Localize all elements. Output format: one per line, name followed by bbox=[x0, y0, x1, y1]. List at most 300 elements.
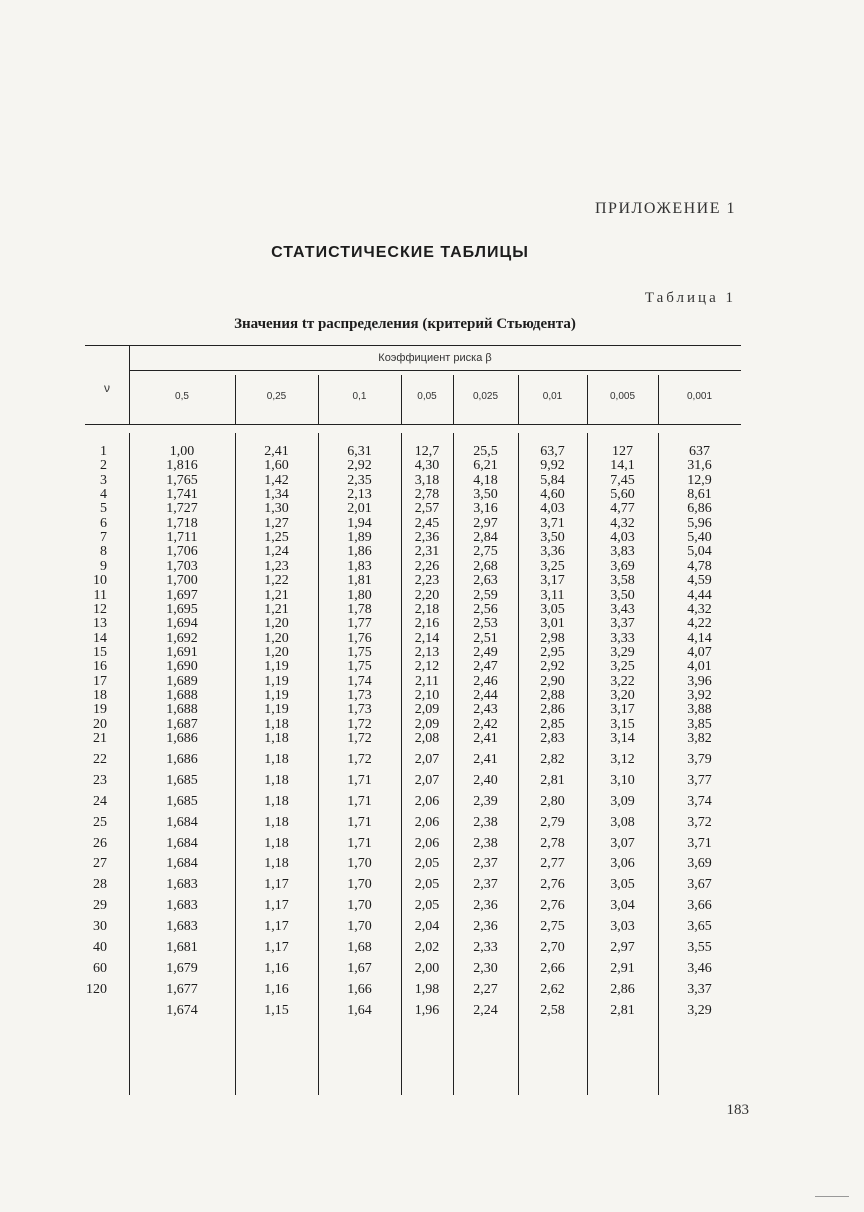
degrees-of-freedom-cell: 2 bbox=[100, 458, 107, 474]
degrees-of-freedom-cell: 15 bbox=[93, 644, 107, 660]
value-cell: 4,32 bbox=[610, 515, 635, 531]
degrees-of-freedom-cell: 3 bbox=[100, 472, 107, 488]
value-cell: 2,68 bbox=[473, 558, 498, 574]
value-cell: 3,37 bbox=[687, 981, 712, 997]
value-cell: 2,37 bbox=[473, 856, 498, 872]
degrees-of-freedom-cell: 1 bbox=[100, 444, 107, 459]
value-cell: 1,18 bbox=[264, 835, 289, 851]
value-cell: 1,677 bbox=[166, 981, 198, 997]
value-cell: 1,75 bbox=[347, 644, 372, 660]
value-cell: 2,38 bbox=[473, 814, 498, 830]
value-cell: 1,81 bbox=[347, 573, 372, 589]
value-cell: 4,44 bbox=[687, 587, 712, 603]
value-cell: 2,75 bbox=[540, 919, 565, 935]
appendix-heading: ПРИЛОЖЕНИЕ 1 bbox=[594, 200, 736, 217]
value-cell: 1,22 bbox=[264, 573, 289, 589]
value-cell: 7,45 bbox=[610, 472, 635, 488]
value-cell: 1,71 bbox=[347, 772, 372, 788]
value-cell: 1,683 bbox=[166, 898, 198, 914]
value-cell: 2,20 bbox=[414, 587, 440, 603]
value-cell: 1,21 bbox=[264, 601, 289, 617]
value-cell: 2,62 bbox=[540, 981, 565, 997]
value-cell: 2,16 bbox=[414, 616, 440, 632]
degrees-of-freedom-cell: 18 bbox=[93, 687, 107, 703]
value-cell: 3,09 bbox=[610, 793, 635, 809]
value-cell: 1,17 bbox=[264, 940, 289, 955]
value-cell: 2,42 bbox=[473, 716, 498, 732]
group-header-rule bbox=[129, 370, 741, 371]
value-cell: 1,674 bbox=[166, 1002, 198, 1018]
value-cell: 1,687 bbox=[166, 716, 198, 732]
nu-header: ν bbox=[104, 381, 110, 395]
value-cell: 3,66 bbox=[687, 898, 712, 914]
value-cell: 3,96 bbox=[687, 673, 712, 689]
value-cell: 6,31 bbox=[347, 444, 372, 459]
value-cell: 4,78 bbox=[687, 558, 712, 574]
beta-column-header: 0,001 bbox=[686, 391, 713, 402]
value-cell: 3,36 bbox=[540, 544, 565, 560]
value-cell: 1,86 bbox=[347, 544, 372, 560]
value-cell: 1,96 bbox=[414, 1002, 440, 1018]
beta-column-header: 0,025 bbox=[472, 391, 499, 402]
value-cell: 2,33 bbox=[473, 940, 498, 955]
value-cell: 3,71 bbox=[540, 515, 565, 531]
value-cell: 3,15 bbox=[610, 716, 635, 732]
value-cell: 2,04 bbox=[414, 919, 440, 935]
value-cell: 2,77 bbox=[540, 856, 565, 872]
value-cell: 5,84 bbox=[540, 472, 565, 488]
value-cell: 1,94 bbox=[347, 515, 372, 531]
value-cell: 1,71 bbox=[347, 814, 372, 830]
value-cell: 3,18 bbox=[414, 472, 440, 488]
value-cell: 2,51 bbox=[473, 630, 498, 646]
value-cell: 3,71 bbox=[687, 835, 712, 851]
value-cell: 3,50 bbox=[540, 530, 565, 546]
value-cell: 3,46 bbox=[687, 960, 712, 976]
degrees-of-freedom-cell: 22 bbox=[93, 751, 107, 767]
value-cell: 3,67 bbox=[687, 877, 712, 893]
value-cell: 2,12 bbox=[414, 659, 440, 675]
value-cell: 1,80 bbox=[347, 587, 372, 603]
degrees-of-freedom-cell: 7 bbox=[100, 530, 107, 546]
value-cell: 1,17 bbox=[264, 919, 289, 935]
value-cell: 2,58 bbox=[540, 1002, 565, 1018]
degrees-of-freedom-cell: 17 bbox=[93, 673, 107, 689]
value-cell: 3,83 bbox=[610, 544, 635, 560]
value-cell: 3,05 bbox=[540, 601, 565, 617]
value-cell: 4,03 bbox=[610, 530, 635, 546]
value-cell: 1,685 bbox=[166, 793, 198, 809]
value-cell: 1,23 bbox=[264, 558, 289, 574]
value-cell: 3,79 bbox=[687, 751, 712, 767]
value-cell: 2,24 bbox=[473, 1002, 498, 1018]
value-cell: 2,57 bbox=[414, 501, 440, 517]
value-cell: 2,46 bbox=[473, 673, 498, 689]
value-cell: 4,01 bbox=[687, 659, 712, 675]
value-cell: 1,70 bbox=[347, 898, 372, 914]
value-cell: 3,17 bbox=[540, 573, 565, 589]
value-cell: 31,6 bbox=[687, 458, 712, 474]
value-cell: 3,06 bbox=[610, 856, 635, 872]
value-cell: 2,39 bbox=[473, 793, 498, 809]
value-cell: 3,25 bbox=[610, 659, 635, 675]
value-cell: 3,69 bbox=[610, 558, 635, 574]
risk-coefficient-header: Коэффициент риска β bbox=[378, 352, 492, 364]
value-cell: 2,47 bbox=[473, 659, 498, 675]
value-cell: 3,77 bbox=[687, 772, 712, 788]
beta-column-header: 0,05 bbox=[417, 391, 437, 402]
value-cell: 3,14 bbox=[610, 731, 635, 746]
value-cell: 2,95 bbox=[540, 644, 565, 660]
value-cell: 2,07 bbox=[414, 772, 440, 788]
value-cell: 1,18 bbox=[264, 793, 289, 809]
value-cell: 2,63 bbox=[473, 573, 498, 589]
value-cell: 3,50 bbox=[473, 487, 498, 503]
value-cell: 1,25 bbox=[264, 530, 289, 546]
value-cell: 3,10 bbox=[610, 772, 635, 788]
value-cell: 2,11 bbox=[415, 673, 439, 689]
value-cell: 1,706 bbox=[166, 544, 198, 560]
degrees-of-freedom-cell: 120 bbox=[86, 981, 107, 997]
value-cell: 1,688 bbox=[166, 687, 198, 703]
value-cell: 2,30 bbox=[473, 960, 498, 976]
degrees-of-freedom-cell: 28 bbox=[93, 877, 107, 893]
value-cell: 1,683 bbox=[166, 877, 198, 893]
value-cell: 3,17 bbox=[610, 702, 635, 718]
value-cell: 1,19 bbox=[264, 673, 289, 689]
degrees-of-freedom-cell: 26 bbox=[93, 835, 107, 851]
value-cell: 1,685 bbox=[166, 772, 198, 788]
value-cell: 3,29 bbox=[687, 1002, 712, 1018]
value-cell: 1,60 bbox=[264, 458, 289, 474]
value-cell: 1,19 bbox=[264, 659, 289, 675]
value-cell: 1,18 bbox=[264, 731, 289, 746]
value-cell: 2,76 bbox=[540, 898, 565, 914]
value-cell: 2,56 bbox=[473, 601, 498, 617]
value-cell: 1,16 bbox=[264, 960, 289, 976]
value-cell: 1,20 bbox=[264, 616, 289, 632]
degrees-of-freedom-cell: 40 bbox=[93, 940, 107, 955]
value-cell: 2,05 bbox=[414, 856, 440, 872]
value-cell: 1,681 bbox=[166, 940, 198, 955]
value-cell: 1,70 bbox=[347, 856, 372, 872]
header-bottom-rule bbox=[85, 424, 741, 425]
value-cell: 2,41 bbox=[473, 751, 498, 767]
value-cell: 2,43 bbox=[473, 702, 498, 718]
value-cell: 3,65 bbox=[687, 919, 712, 935]
value-cell: 1,30 bbox=[264, 501, 289, 517]
value-cell: 2,82 bbox=[540, 751, 565, 767]
value-cell: 25,5 bbox=[473, 444, 498, 459]
beta-column-header: 0,005 bbox=[609, 391, 636, 402]
value-cell: 1,703 bbox=[166, 558, 198, 574]
value-cell: 3,29 bbox=[610, 644, 635, 660]
value-cell: 3,20 bbox=[610, 687, 635, 703]
value-cell: 2,40 bbox=[473, 772, 498, 788]
value-cell: 1,688 bbox=[166, 702, 198, 718]
value-cell: 2,36 bbox=[473, 919, 498, 935]
degrees-of-freedom-cell: 9 bbox=[100, 558, 107, 574]
page-title: СТАТИСТИЧЕСКИЕ ТАБЛИЦЫ bbox=[271, 244, 529, 261]
value-cell: 1,683 bbox=[166, 919, 198, 935]
student-t-table bbox=[85, 345, 741, 1095]
value-cell: 2,06 bbox=[414, 814, 440, 830]
value-cell: 1,18 bbox=[264, 814, 289, 830]
value-cell: 12,7 bbox=[414, 444, 440, 459]
value-cell: 2,85 bbox=[540, 716, 565, 732]
value-cell: 3,22 bbox=[610, 673, 635, 689]
value-cell: 2,78 bbox=[414, 487, 440, 503]
value-cell: 1,816 bbox=[166, 458, 198, 474]
value-cell: 1,18 bbox=[264, 856, 289, 872]
value-cell: 1,77 bbox=[347, 616, 372, 632]
value-cell: 2,13 bbox=[347, 487, 372, 503]
value-cell: 3,01 bbox=[540, 616, 565, 632]
value-cell: 1,718 bbox=[166, 515, 198, 531]
value-cell: 1,695 bbox=[166, 601, 198, 617]
value-cell: 1,19 bbox=[264, 687, 289, 703]
value-cell: 1,27 bbox=[264, 515, 289, 531]
degrees-of-freedom-cell: 14 bbox=[93, 630, 107, 646]
value-cell: 2,14 bbox=[414, 630, 440, 646]
value-cell: 1,71 bbox=[347, 793, 372, 809]
value-cell: 1,700 bbox=[166, 573, 198, 589]
page-number: 183 bbox=[726, 1102, 749, 1118]
value-cell: 1,18 bbox=[264, 751, 289, 767]
beta-column-header: 0,1 bbox=[352, 391, 367, 402]
value-cell: 2,70 bbox=[540, 940, 565, 955]
value-cell: 2,86 bbox=[540, 702, 565, 718]
value-cell: 2,81 bbox=[610, 1002, 635, 1018]
value-cell: 9,92 bbox=[540, 458, 565, 474]
value-cell: 1,71 bbox=[347, 835, 372, 851]
value-cell: 4,03 bbox=[540, 501, 565, 517]
value-cell: 2,13 bbox=[414, 644, 440, 660]
value-cell: 2,41 bbox=[473, 731, 498, 746]
value-cell: 3,11 bbox=[540, 587, 565, 603]
value-cell: 2,91 bbox=[610, 960, 635, 976]
degrees-of-freedom-cell: 27 bbox=[93, 856, 107, 872]
value-cell: 3,43 bbox=[610, 601, 635, 617]
value-cell: 1,83 bbox=[347, 558, 372, 574]
value-cell: 2,41 bbox=[264, 444, 289, 459]
value-cell: 1,73 bbox=[347, 687, 372, 703]
value-cell: 2,75 bbox=[473, 544, 498, 560]
value-cell: 1,765 bbox=[166, 472, 198, 488]
value-cell: 3,08 bbox=[610, 814, 635, 830]
value-cell: 1,17 bbox=[264, 898, 289, 914]
value-cell: 1,67 bbox=[347, 960, 372, 976]
value-cell: 1,741 bbox=[166, 487, 198, 503]
value-cell: 3,58 bbox=[610, 573, 635, 589]
degrees-of-freedom-cell: 5 bbox=[100, 501, 107, 517]
value-cell: 2,90 bbox=[540, 673, 565, 689]
value-cell: 3,04 bbox=[610, 898, 635, 914]
value-cell: 5,04 bbox=[687, 544, 712, 560]
value-cell: 3,88 bbox=[687, 702, 712, 718]
value-cell: 2,05 bbox=[414, 877, 440, 893]
value-cell: 2,92 bbox=[347, 458, 372, 474]
value-cell: 1,00 bbox=[169, 444, 195, 459]
value-cell: 4,59 bbox=[687, 573, 712, 589]
value-cell: 2,36 bbox=[473, 898, 498, 914]
value-cell: 1,686 bbox=[166, 731, 198, 746]
table-top-rule bbox=[85, 345, 741, 346]
value-cell: 2,81 bbox=[540, 772, 565, 788]
value-cell: 2,09 bbox=[414, 716, 440, 732]
value-cell: 1,72 bbox=[347, 751, 372, 767]
value-cell: 1,684 bbox=[166, 835, 198, 851]
value-cell: 2,31 bbox=[414, 544, 440, 560]
beta-column-header: 0,5 bbox=[175, 391, 189, 402]
value-cell: 1,24 bbox=[264, 544, 289, 560]
value-cell: 2,92 bbox=[540, 659, 565, 675]
value-cell: 1,692 bbox=[166, 630, 198, 646]
value-cell: 1,42 bbox=[264, 472, 289, 488]
value-cell: 4,77 bbox=[610, 501, 635, 517]
value-cell: 127 bbox=[612, 444, 633, 459]
value-cell: 1,89 bbox=[347, 530, 372, 546]
value-cell: 1,34 bbox=[264, 487, 289, 503]
value-cell: 5,60 bbox=[610, 487, 635, 503]
value-cell: 2,08 bbox=[414, 731, 440, 746]
value-cell: 8,61 bbox=[687, 487, 712, 503]
value-cell: 1,20 bbox=[264, 630, 289, 646]
degrees-of-freedom-cell: 10 bbox=[93, 573, 107, 589]
beta-column-header: 0,01 bbox=[542, 391, 563, 402]
value-cell: 2,10 bbox=[414, 687, 440, 703]
value-cell: 2,98 bbox=[540, 630, 565, 646]
degrees-of-freedom-cell: 23 bbox=[93, 772, 107, 788]
value-cell: 2,38 bbox=[473, 835, 498, 851]
table-caption: Значения tт распределения (критерий Стьюдента) bbox=[234, 316, 576, 332]
degrees-of-freedom-cell: 60 bbox=[93, 960, 107, 976]
value-cell: 3,25 bbox=[540, 558, 565, 574]
degrees-of-freedom-cell: 12 bbox=[93, 601, 107, 617]
value-cell: 2,07 bbox=[414, 751, 440, 767]
value-cell: 3,07 bbox=[610, 835, 635, 851]
value-cell: 2,78 bbox=[540, 835, 565, 851]
value-cell: 1,18 bbox=[264, 716, 289, 732]
value-cell: 1,75 bbox=[347, 659, 372, 675]
value-cell: 2,02 bbox=[414, 940, 440, 955]
value-cell: 1,689 bbox=[166, 673, 198, 689]
value-cell: 2,79 bbox=[540, 814, 565, 830]
value-cell: 6,86 bbox=[687, 501, 712, 517]
beta-column-header: 0,25 bbox=[266, 391, 287, 402]
value-cell: 5,40 bbox=[687, 530, 712, 546]
value-cell: 1,19 bbox=[264, 702, 289, 718]
degrees-of-freedom-cell: 16 bbox=[93, 659, 107, 675]
value-cell: 2,44 bbox=[473, 687, 498, 703]
value-cell: 4,60 bbox=[540, 487, 565, 503]
degrees-of-freedom-cell: 11 bbox=[93, 587, 107, 603]
value-cell: 3,03 bbox=[610, 919, 635, 935]
value-cell: 1,15 bbox=[264, 1002, 289, 1018]
value-cell: 3,55 bbox=[687, 940, 712, 955]
value-cell: 3,69 bbox=[687, 856, 712, 872]
value-cell: 2,76 bbox=[540, 877, 565, 893]
degrees-of-freedom-cell: 30 bbox=[93, 919, 107, 935]
value-cell: 2,80 bbox=[540, 793, 565, 809]
degrees-of-freedom-cell: 20 bbox=[93, 716, 107, 732]
value-cell: 1,68 bbox=[347, 940, 372, 955]
value-cell: 2,49 bbox=[473, 644, 498, 660]
degrees-of-freedom-cell: 8 bbox=[100, 544, 107, 560]
value-cell: 1,70 bbox=[347, 877, 372, 893]
value-cell: 2,97 bbox=[473, 515, 498, 531]
value-cell: 1,679 bbox=[166, 960, 198, 976]
value-cell: 1,727 bbox=[166, 501, 198, 517]
value-cell: 2,26 bbox=[414, 558, 440, 574]
value-cell: 4,30 bbox=[414, 458, 440, 474]
degrees-of-freedom-cell: 24 bbox=[93, 793, 107, 809]
value-cell: 2,18 bbox=[414, 601, 440, 617]
value-cell: 2,53 bbox=[473, 616, 498, 632]
value-cell: 1,711 bbox=[166, 530, 198, 546]
value-cell: 1,686 bbox=[166, 751, 198, 767]
degrees-of-freedom-cell: 4 bbox=[100, 487, 107, 503]
value-cell: 2,35 bbox=[347, 472, 372, 488]
value-cell: 2,36 bbox=[414, 530, 440, 546]
value-cell: 5,96 bbox=[687, 515, 712, 531]
value-cell: 3,92 bbox=[687, 687, 712, 703]
degrees-of-freedom-cell: 6 bbox=[100, 515, 107, 531]
value-cell: 4,32 bbox=[687, 601, 712, 617]
value-cell: 4,18 bbox=[473, 472, 498, 488]
value-cell: 3,74 bbox=[687, 793, 712, 809]
value-cell: 1,66 bbox=[347, 981, 372, 997]
value-cell: 2,84 bbox=[473, 530, 498, 546]
value-cell: 12,9 bbox=[687, 472, 712, 488]
value-cell: 3,37 bbox=[610, 616, 635, 632]
value-cell: 637 bbox=[689, 444, 710, 459]
degrees-of-freedom-cell: 13 bbox=[93, 616, 107, 632]
value-cell: 1,20 bbox=[264, 644, 289, 660]
value-cell: 1,697 bbox=[166, 587, 198, 603]
value-cell: 1,64 bbox=[347, 1002, 372, 1018]
value-cell: 3,85 bbox=[687, 716, 712, 732]
value-cell: 2,06 bbox=[414, 835, 440, 851]
value-cell: 2,06 bbox=[414, 793, 440, 809]
value-cell: 1,17 bbox=[264, 877, 289, 893]
value-cell: 1,16 bbox=[264, 981, 289, 997]
value-cell: 2,23 bbox=[414, 573, 440, 589]
value-cell: 4,14 bbox=[687, 630, 712, 646]
value-cell: 1,690 bbox=[166, 659, 198, 675]
value-cell: 1,684 bbox=[166, 814, 198, 830]
value-cell: 3,33 bbox=[610, 630, 635, 646]
value-cell: 1,72 bbox=[347, 716, 372, 732]
degrees-of-freedom-cell: 19 bbox=[93, 702, 107, 718]
value-cell: 1,78 bbox=[347, 601, 372, 617]
value-cell: 3,72 bbox=[687, 814, 712, 830]
value-cell: 3,12 bbox=[610, 751, 635, 767]
value-cell: 2,09 bbox=[414, 702, 440, 718]
value-cell: 2,97 bbox=[610, 940, 635, 955]
value-cell: 2,37 bbox=[473, 877, 498, 893]
degrees-of-freedom-cell: 21 bbox=[93, 731, 107, 746]
value-cell: 2,01 bbox=[347, 501, 372, 517]
value-cell: 2,45 bbox=[414, 515, 440, 531]
value-cell: 2,27 bbox=[473, 981, 498, 997]
table-number-label: Таблица 1 bbox=[644, 290, 736, 306]
value-cell: 3,50 bbox=[610, 587, 635, 603]
value-cell: 1,73 bbox=[347, 702, 372, 718]
degrees-of-freedom-cell: 25 bbox=[93, 814, 107, 830]
value-cell: 1,691 bbox=[166, 644, 198, 660]
value-cell: 2,86 bbox=[610, 981, 635, 997]
